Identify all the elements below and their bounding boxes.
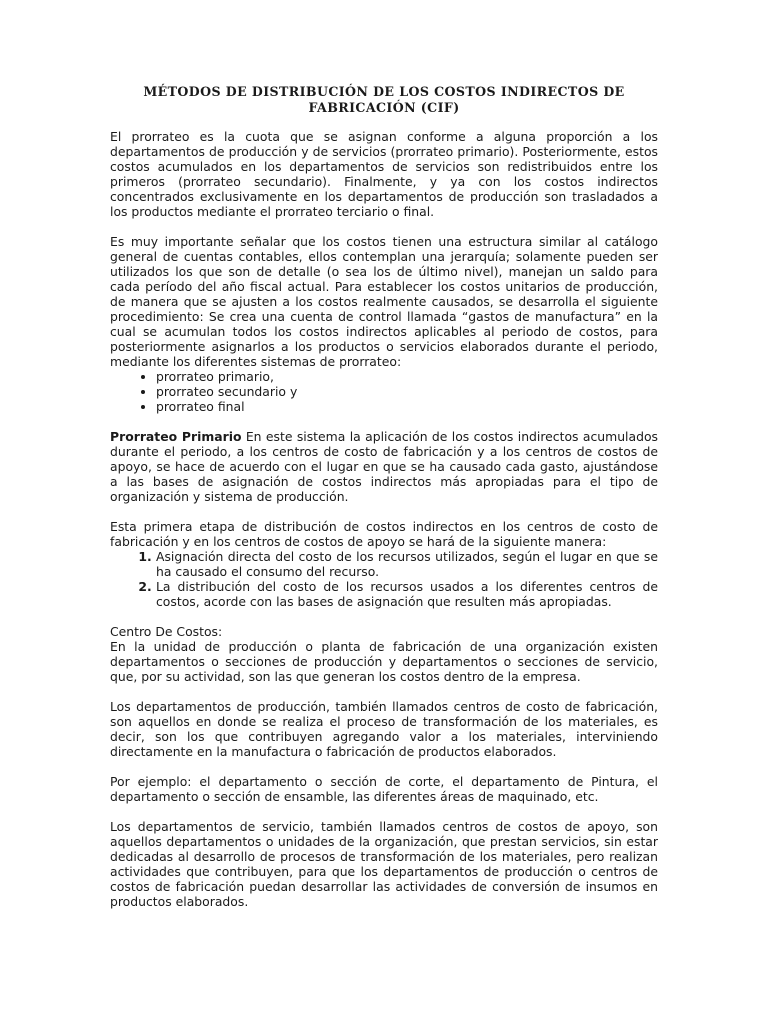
paragraph-departamentos-servicio: Los departamentos de servicio, también llamados centros de costos de apoyo, son aquellos departamentos o unidades de la organización, que prestan servicios, sin estar dedicadas al desarrollo de procesos de transformación de los materiales, pero realizan actividades que contribuyen, para que los departamentos de producción o centros de costos de fabricación puedan desarrollar las actividades de conversión de insumos en productos elaborados.: [110, 819, 658, 909]
list-item: 2. La distribución del costo de los recursos usados a los diferentes centros de costos, acorde con las bases de asignación que resulten más apropiadas.: [156, 579, 658, 609]
document-title: MÉTODOS DE DISTRIBUCIÓN DE LOS COSTOS INDIRECTOS DE FABRICACIÓN (CIF): [143, 84, 625, 115]
list-item: • prorrateo primario,: [156, 369, 658, 384]
paragraph-departamentos-produccion: Los departamentos de producción, también llamados centros de costo de fabricación, son aquellos en donde se realiza el proceso de transformación de los materiales, es decir, son los que contribuyen agregando valor a los materiales, interviniendo directamente en la manufactura o fabricación de productos elaborados.: [110, 699, 658, 759]
paragraph-centro-costos: En la unidad de producción o planta de fabricación de una organización existen departamentos o secciones de producción y departamentos o secciones de servicio, que, por su actividad, son las que generan los costos dentro de la empresa.: [110, 639, 658, 684]
list-item: • prorrateo final: [156, 399, 658, 414]
paragraph-prorrateo-primario: [110, 429, 658, 504]
paragraph-text: En este sistema la aplicación de los costos indirectos acumulados durante el periodo, a los centros de costo de fabricación y a los centros de costos de apoyo, se hace de acuerdo con el lugar en que se ha causado cada gasto, ajustándose a las bases de asignación de costos indirectos más apropiadas para el tipo de organización y sistema de producción.: [110, 429, 658, 504]
list-item: 1. Asignación directa del costo de los recursos utilizados, según el lugar en que se ha causado el consumo del recurso.: [156, 549, 658, 579]
document-page: [110, 84, 658, 924]
bullet-list-prorrateo: [110, 369, 658, 414]
paragraph-primera-etapa: Esta primera etapa de distribución de costos indirectos en los centros de costo de fabricación y en los centros de costos de apoyo se hará de la siguiente manera:: [110, 519, 658, 549]
paragraph-estructura-costos: Es muy importante señalar que los costos tienen una estructura similar al catálogo general de cuentas contables, ellos contemplan una jerarquía; solamente pueden ser utilizados los que son de detalle (o sea los de último nivel), manejan un saldo para cada período del año fiscal actual. Para establecer los costos unitarios de producción, de manera que se ajusten a los costos realmente causados, se desarrolla el siguiente procedimiento: Se crea una cuenta de control llamada “gastos de manufactura” en la cual se acumulan todos los costos indirectos aplicables al periodo de costos, para posteriormente asignarlos a los productos o servicios elaborados durante el periodo, mediante los diferentes sistemas de prorrateo:: [110, 234, 658, 369]
paragraph-ejemplo: Por ejemplo: el departamento o sección de corte, el departamento de Pintura, el departamento o sección de ensamble, las diferentes áreas de maquinado, etc.: [110, 774, 658, 804]
paragraph-prorrateo-intro: El prorrateo es la cuota que se asignan conforme a alguna proporción a los departamentos de producción y de servicios (prorrateo primario). Posteriormente, estos costos acumulados en los departamentos de servicios son redistribuidos entre los primeros (prorrateo secundario). Finalmente, y ya con los costos indirectos concentrados exclusivamente en los departamentos de producción son trasladados a los productos mediante el prorrateo terciario o final.: [110, 129, 658, 219]
bold-lead-text: Prorrateo Primario: [110, 429, 242, 444]
section-heading-centro-costos: Centro De Costos:: [110, 624, 223, 639]
list-item: • prorrateo secundario y: [156, 384, 658, 399]
numbered-list-etapas: [110, 549, 658, 609]
